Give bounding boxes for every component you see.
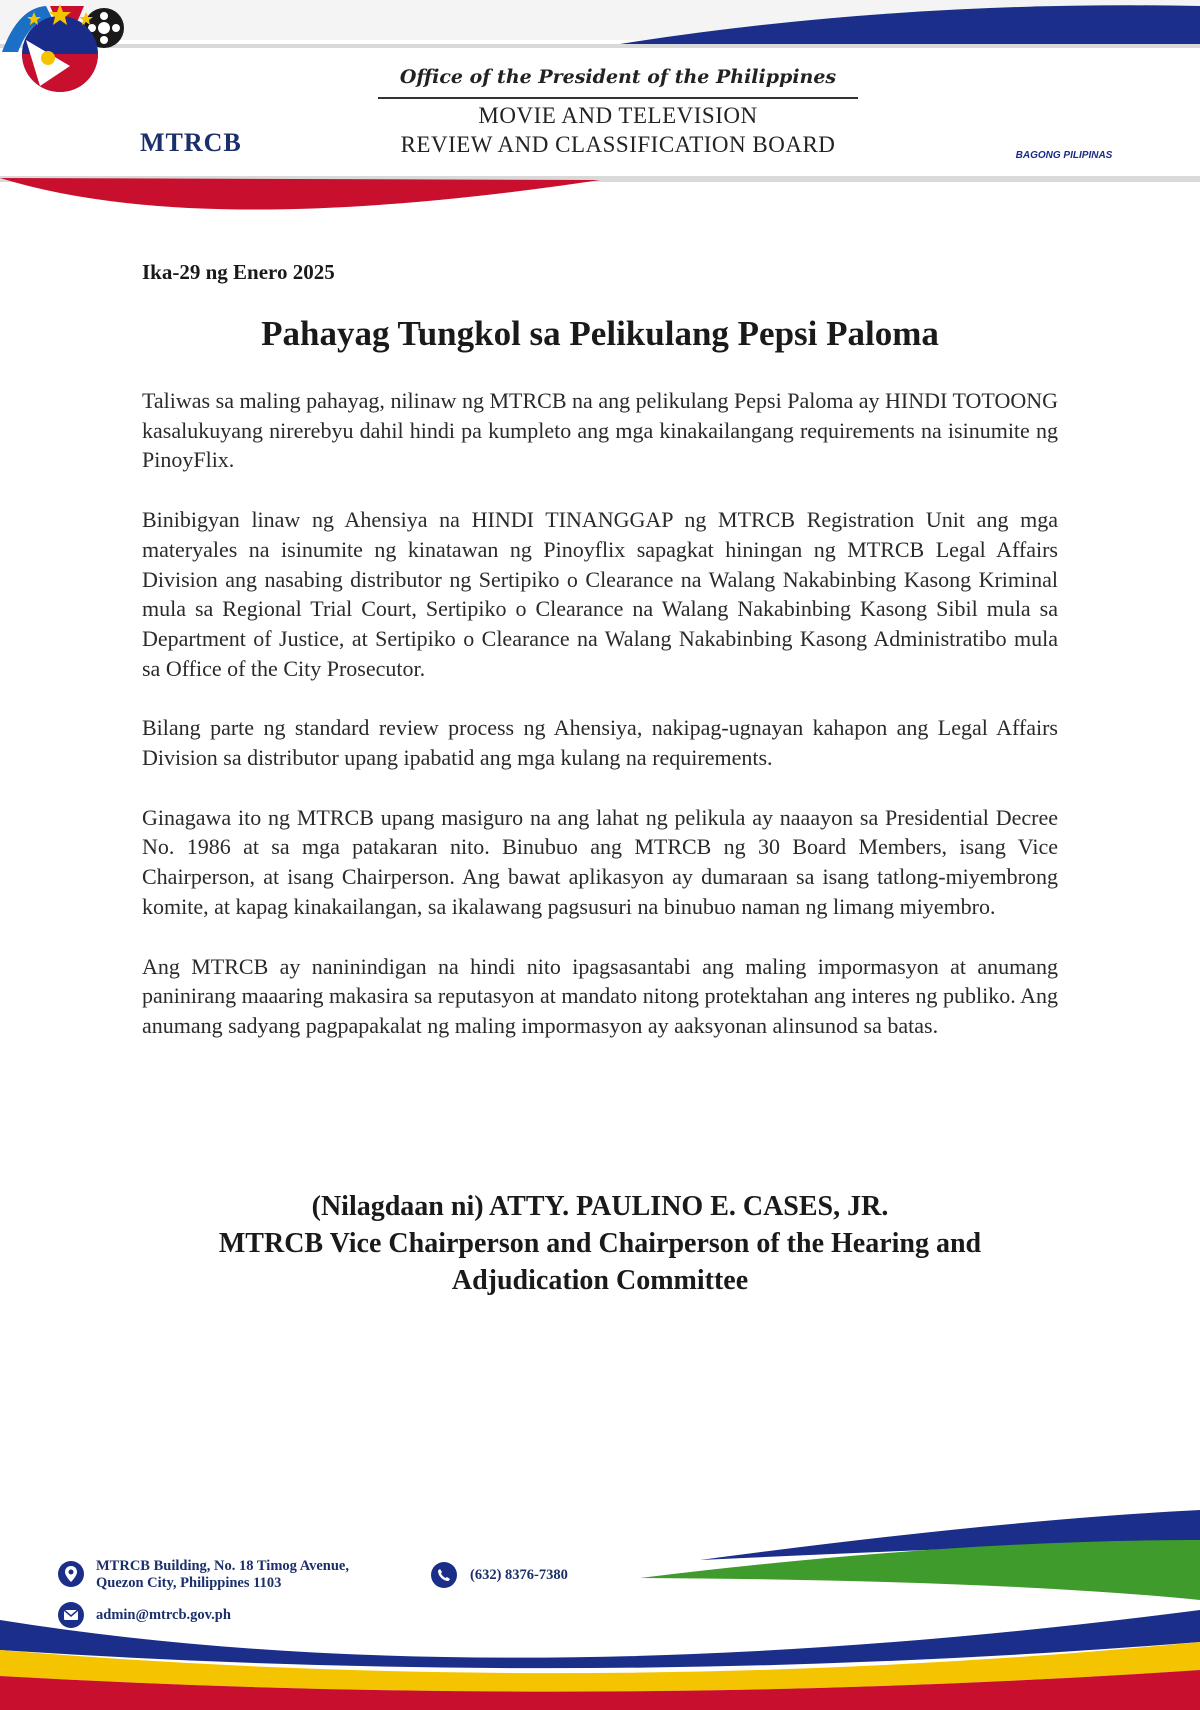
address-line2: Quezon City, Philippines 1103 (96, 1575, 282, 1591)
phone-number: (632) 8376-7380 (470, 1567, 568, 1583)
bagong-pilipinas-label: BAGONG PILIPINAS (1015, 150, 1113, 161)
statement-body (142, 386, 1058, 1071)
document-title: Pahayag Tungkol sa Pelikulang Pepsi Paloma (261, 314, 939, 353)
paragraph: Ginagawa ito ng MTRCB upang masiguro na ang lahat ng pelikula ay naaayon sa Presidential Decree No. 1986 at sa mga patakaran nito. Binubuo ang MTRCB ng 30 Board Members, isang Vice Chairperson, at isang Chairperson. Ang bawat aplikasyon ay dumaraan sa isang tatlong-miyembrong komite, at kapag kinakailangan, sa ikalawang pagsusuri na binubuo naman ng limang miyembro. (142, 804, 1058, 919)
signatory-title-line2: Adjudication Committee (451, 1265, 749, 1296)
location-pin-icon (58, 1561, 84, 1587)
address-line1: MTRCB Building, No. 18 Timog Avenue, (96, 1558, 349, 1574)
heading-divider (378, 97, 858, 99)
footer-swoosh (0, 1500, 1200, 1710)
mtrcb-logo-text: MTRCB (140, 128, 242, 157)
phone-icon (431, 1562, 457, 1588)
email-address: admin@mtrcb.gov.ph (96, 1607, 231, 1623)
paragraph: Bilang parte ng standard review process ng Ahensiya, nakipag-ugnayan kahapon ang Legal Affairs Division sa distributor upang ipabatid ang mga kulang na requirements. (142, 715, 1058, 771)
agency-name-line2: REVIEW AND CLASSIFICATION BOARD (400, 132, 836, 157)
email-icon (58, 1602, 84, 1628)
signatory-name: (Nilagdaan ni) ATTY. PAULINO E. CASES, JR. (311, 1191, 889, 1222)
agency-name-line1: MOVIE AND TELEVISION (478, 103, 758, 128)
signatory-title-line1: MTRCB Vice Chairperson and Chairperson of the Hearing and (218, 1228, 982, 1259)
paragraph: Taliwas sa maling pahayag, nilinaw ng MTRCB na ang pelikulang Pepsi Paloma ay HINDI TOTOONG kasalukuyang nirerebyu dahil hindi pa kumpleto ang mga kinakailangang requirements na isinumite ng PinoyFlix. (142, 388, 1058, 473)
paragraph: Binibigyan linaw ng Ahensiya na HINDI TINANGGAP ng MTRCB Registration Unit ang mga materyales na isinumite ng kinatawan ng Pinoyflix sapagkat hiningan ng MTRCB Legal Affairs Division ang nasabing distributor ng Sertipiko o Clearance na Walang Nakabinbing Kasong Kriminal mula sa Regional Trial Court, Sertipiko o Clearance na Walang Nakabinbing Kasong Sibil mula sa Department of Justice, at Sertipiko o Clearance na Walang Nakabinbing Kasong Administratibo mula sa Office of the City Prosecutor. (142, 507, 1058, 681)
letterhead (0, 0, 1200, 230)
paragraph: Ang MTRCB ay naninindigan na hindi nito ipagsasantabi ang maling impormasyon at anumang paninirang maaaring makasira sa reputasyon at mandato nitong protektahan ang interes ng publiko. Ang anumang sadyang pagpapakalat ng maling impormasyon ay aaksyonan alinsunod sa batas. (142, 953, 1058, 1038)
office-of-president-heading: Office of the President of the Philippines (399, 66, 837, 88)
signature-block (140, 1188, 1060, 1299)
document-date: Ika-29 ng Enero 2025 (142, 260, 335, 284)
address (96, 1558, 349, 1592)
bagong-pilipinas-logo (0, 0, 120, 100)
